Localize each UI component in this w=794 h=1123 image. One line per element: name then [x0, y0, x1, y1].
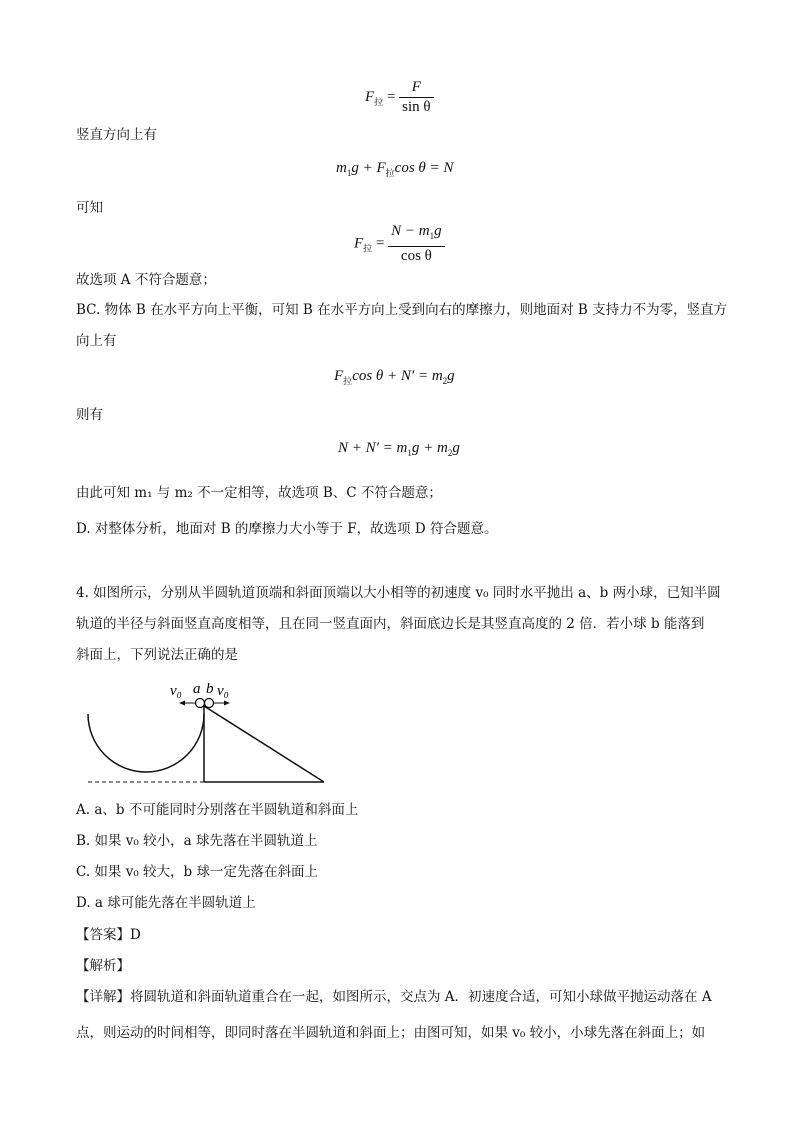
label-b: b — [206, 681, 214, 697]
text-vertical: 竖直方向上有 — [76, 127, 157, 143]
label-a: a — [193, 681, 201, 697]
option-d: D. a 球可能先落在半圆轨道上 — [76, 895, 256, 911]
analysis-heading: 【解析】 — [76, 958, 130, 974]
option-c: C. 如果 v₀ 较大，b 球一定先落在斜面上 — [76, 864, 318, 880]
fraction: $\frac{N - m_1g}{\text{cos θ}}$ — [388, 222, 444, 266]
ball-b — [205, 699, 214, 708]
question-4-line-1: 4. 如图所示，分别从半圆轨道顶端和斜面顶端以大小相等的初速度 v₀ 同时水平抛出 a、b 两小球，已知半圆 — [76, 585, 721, 601]
semicircle-track — [88, 714, 204, 772]
fraction: $\frac{F}{\text{sin θ}}$ — [399, 78, 433, 117]
text-option-d-analysis: D. 对整体分析，地面对 B 的摩擦力大小等于 F，故选项 D 符合题意。 — [76, 521, 498, 537]
text-zeyou: 则有 — [76, 407, 103, 423]
text-kezhi: 可知 — [76, 200, 103, 216]
text-bc-3: 由此可知 m₁ 与 m₂ 不一定相等，故选项 B、C 不符合题意； — [76, 485, 442, 501]
text-option-a-verdict: 故选项 A 不符合题意； — [76, 272, 216, 288]
equation-2: $m_1g + F_拉\cos$ θ = N — [336, 160, 454, 178]
equation-4: $F_拉\cos$ $\theta + N' = m_2g$ — [334, 368, 455, 386]
arrowhead-right — [224, 701, 230, 706]
equation-1: $F_拉$ = $\frac{F}{\text{sin θ}}$ — [365, 78, 434, 117]
question-4-line-3: 斜面上，下列说法正确的是 — [76, 647, 238, 663]
detail-line-2: 点，则运动的时间相等，即同时落在半圆轨道和斜面上；由图可知，如果 v₀ 较小，小球先落在斜面上；如 — [76, 1025, 706, 1041]
detail-line-1: 【详解】将圆轨道和斜面轨道重合在一起，如图所示，交点为 A．初速度合适，可知小球做平抛运动落在 A — [76, 989, 712, 1005]
incline-slope — [204, 706, 324, 782]
ball-a — [196, 699, 205, 708]
option-a: A. a、b 不可能同时分别落在半圆轨道和斜面上 — [76, 802, 359, 818]
equation-3: $F_拉$ = $\frac{N - m_1g}{\text{cos θ}}$ — [354, 222, 445, 266]
question-4-line-2: 轨道的半径与斜面竖直高度相等，且在同一竖直面内，斜面底边长是其竖直高度的 2 倍．若小球 b 能落到 — [76, 616, 705, 632]
text-bc-2: 向上有 — [76, 333, 117, 349]
label-v0-right: v₀ — [217, 683, 229, 699]
option-b: B. 如果 v₀ 较小，a 球先落在半圆轨道上 — [76, 833, 318, 849]
equation-5: $N + N' = m_1g + m_2g$ — [338, 440, 460, 458]
text-bc-1: BC. 物体 B 在水平方向上平衡，可知 B 在水平方向上受到向右的摩擦力，则地面对 B 支持力不为零，竖直方 — [76, 302, 728, 318]
trajectory-figure — [80, 676, 330, 788]
arrowhead-left — [179, 701, 185, 706]
answer: 【答案】D — [76, 927, 141, 943]
label-v0-left: v₀ — [170, 683, 182, 699]
